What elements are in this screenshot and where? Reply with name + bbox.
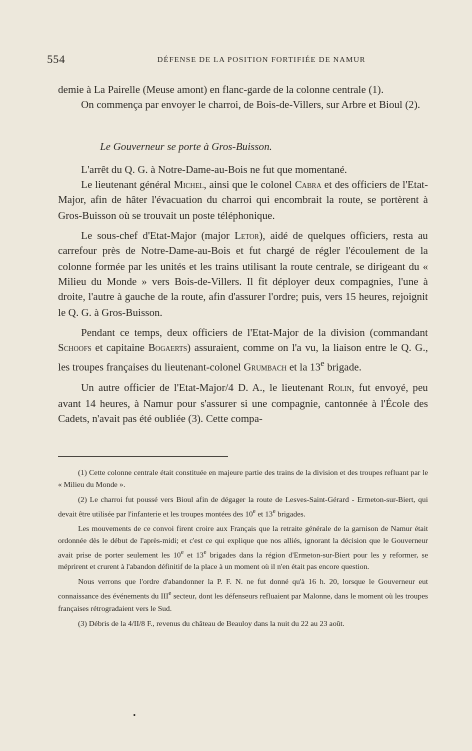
- main-text: [58, 83, 428, 427]
- person-name: Bogaerts: [148, 343, 188, 355]
- person-name: Schoofs: [58, 343, 92, 355]
- footnote: (3) Débris de la 4/II/8 F., revenus du château de Beauloy dans la nuit du 22 au 23 août.: [78, 618, 345, 628]
- person-name: Letor: [234, 231, 260, 243]
- footnote: (2) Le charroi fut poussé vers Bioul afin de dégager la route de Lesves-Saint-Gérard - Ermeton-sur-Biert, qui devait être utilisée par l'infanterie et les troupes montées des 10e et 13e brigades.: [58, 494, 428, 519]
- paragraph: Le sous-chef d'Etat-Major (major Letor), aidé de quelques officiers, resta au carrefour près de Notre-Dame-au-Bois et fut chargé de régler l'écoulement de la colonne formée par les unités et les trains utilisant la route centrale, se dirigeant du « Milieu du Monde » vers Bois-de-Villers. Il fit déployer deux compagnies, l'une à droite, l'autre à gauche de la route, afin d'assurer l'ordre; puis, vers 15 heures, rejoignit le Q. G. à Gros-Buisson.: [58, 231, 428, 319]
- paragraph: L'arrêt du Q. G. à Notre-Dame-au-Bois ne fut que momentané.: [81, 164, 348, 176]
- person-name: Michel: [173, 180, 204, 192]
- paragraph: On commença par envoyer le charroi, de Bois-de-Villers, sur Arbre et Bioul (2).: [81, 100, 421, 112]
- person-name: Grumbach: [243, 362, 287, 374]
- page-number: 554: [47, 54, 66, 66]
- running-head: DÉFENSE DE LA POSITION FORTIFIÉE DE NAMUR: [157, 55, 366, 64]
- person-name: Rolin: [327, 383, 352, 395]
- person-name: Cabra: [294, 180, 322, 192]
- paragraph: Pendant ce temps, deux officiers de l'Etat-Major de la division (commandant Schoofs et capitaine Bogaerts) assuraient, comme on l'a vu, la liaison entre le Q. G., les troupes françaises du lieutenant-colonel Grumbach et la 13e brigade.: [58, 327, 428, 374]
- ornament-dot: •: [133, 711, 136, 720]
- page-header: [47, 54, 432, 68]
- paragraph: demie à La Pairelle (Meuse amont) en flanc-garde de la colonne centrale (1).: [58, 85, 384, 96]
- section-subheading: Le Gouverneur se porte à Gros-Buisson.: [100, 141, 273, 153]
- footnote-separator: [58, 456, 228, 457]
- paragraph: Le lieutenant général Michel, ainsi que le colonel Cabra et des officiers de l'Etat-Major, afin de hâter l'évacuation du charroi qui encombrait la route, se portèrent à Gros-Buisson où se trouvait un poste téléphonique.: [58, 180, 429, 222]
- footnote: Nous verrons que l'ordre d'abandonner la P. F. N. ne fut donné qu'à 16 h. 20, lorsque le Gouverneur eut connaissance des événements du IIIe secteur, dont les défenseurs refluaient par Malonne, dans le moment où les troupes françaises rétrogradaient vers le Sud.: [58, 577, 428, 613]
- footnote: (1) Cette colonne centrale était constituée en majeure partie des trains de la division et des troupes refluant par le « Milieu du Monde ».: [58, 468, 428, 489]
- footnote: Les mouvements de ce convoi firent croire aux Français que la retraite générale de la garnison de Namur était ordonnée dès le début de l'après-midi; et c'est ce qui explique que nos alliés, ignorant la décision que le Gouverneur avait prise de porter seulement les 10e et 13e brigades dans la région d'Ermeton-sur-Biert pour les y reformer, se méprirent et crurent à l'abandon définitif de la place à un moment où il n'en était pas encore question.: [58, 524, 428, 572]
- paragraph: Un autre officier de l'Etat-Major/4 D. A., le lieutenant Rolin, fut envoyé, peu avant 14 heures, à Namur pour s'assurer si une compagnie, cantonnée à l'École des Cadets, n'avait pas été oubliée (3). Cette compa-: [58, 383, 428, 425]
- footnotes: [58, 467, 428, 630]
